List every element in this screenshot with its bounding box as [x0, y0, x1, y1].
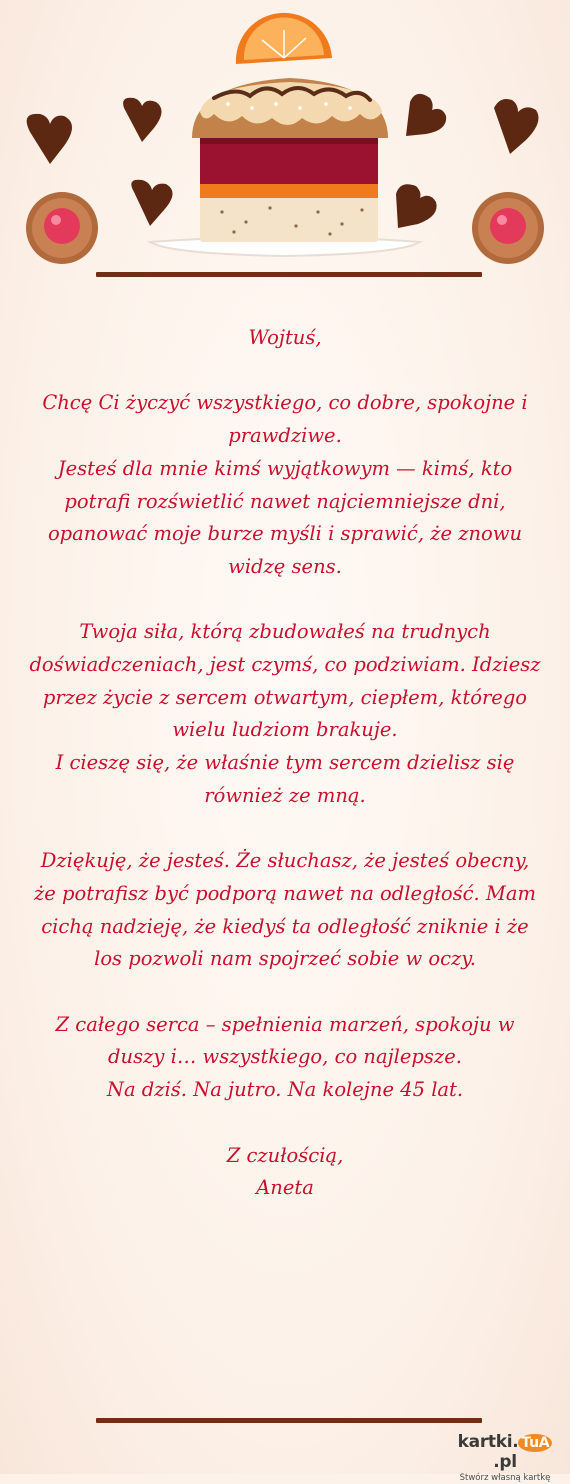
message-line: Z całego serca – spełnienia marzeń, spokoju w duszy i… wszystkiego, co najlepsze. — [55, 1012, 515, 1069]
logo-suffix: .pl — [493, 1452, 517, 1472]
message-line: I cieszę się, że właśnie tym sercem dzielisz się również ze mną. — [55, 751, 515, 807]
cake-cream-layer — [200, 196, 378, 242]
logo-badge: TuA — [518, 1434, 552, 1452]
cake-illustration — [0, 0, 570, 290]
message-line: Jesteś dla mnie kimś wyjątkowym — kimś, kto potrafi rozświetlić nawet najciemniejsze dni, opanować moje burze myśli i sprawić, że znowu widzę sens. — [47, 456, 523, 578]
top-divider — [96, 272, 482, 277]
logo-brand: kartki. — [457, 1432, 519, 1452]
bottom-divider — [96, 1418, 482, 1423]
message-line: Na dziś. Na jutro. Na kolejne 45 lat. — [106, 1078, 464, 1102]
site-logo[interactable] — [450, 1432, 560, 1483]
message-line: Twoja siła, którą zbudowałeś na trudnych doświadczeniach, jest czymś, co podziwiam. Idziesz przez życie z sercem otwartym, ciepłem, którego wielu ludziom brakuje. — [29, 620, 541, 742]
message-line: Chcę Ci życzyć wszystkiego, co dobre, spokojne i prawdziwe. — [42, 391, 528, 448]
signature: Aneta — [256, 1176, 314, 1200]
closing-line: Z czułością, — [226, 1143, 344, 1167]
message-line: Dziękuję, że jesteś. Że słuchasz, że jesteś obecny, że potrafisz być podporą nawet na odległość. Mam cichą nadzieję, że kiedyś ta odległość zniknie i że los pozwoli nam spojrzeć sobie w oczy. — [34, 849, 536, 971]
greeting-message — [28, 322, 542, 1205]
greeting-line: Wojtuś, — [248, 326, 322, 349]
logo-tagline: Stwórz własną kartkę — [459, 1473, 551, 1483]
cake-orange-layer — [200, 182, 378, 198]
orange-slice-icon — [236, 13, 332, 64]
